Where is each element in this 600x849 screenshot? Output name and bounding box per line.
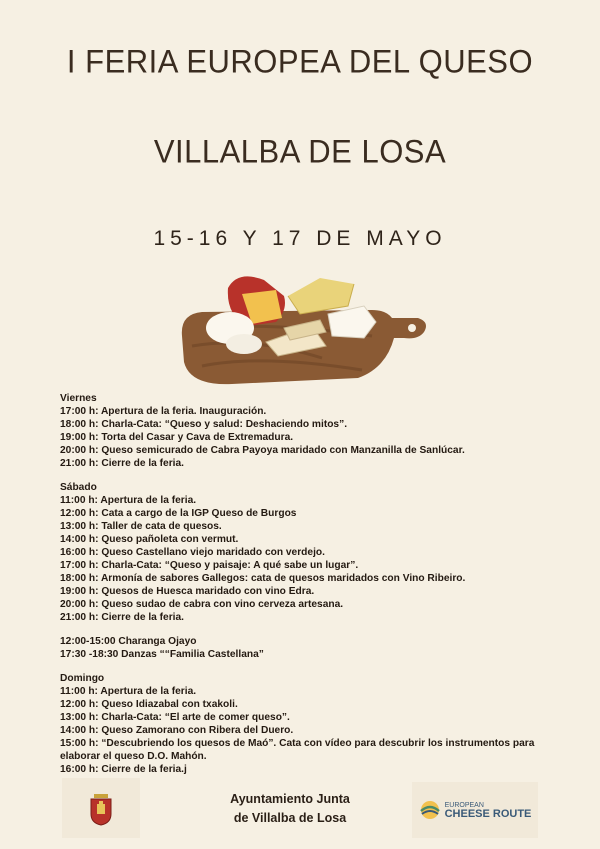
list-item: 18:00 h: Armonía de sabores Gallegos: cata de quesos maridados con Vino Ribeiro. [60, 573, 466, 584]
list-item: 19:00 h: Quesos de Huesca maridado con vino Edra. [60, 586, 315, 597]
list-item: 16:00 h: Queso Castellano viejo maridado con verdejo. [60, 547, 325, 558]
list-item: 18:00 h: Charla-Cata: “Queso y salud: Deshaciendo mitos”. [60, 419, 348, 430]
list-item: 17:00 h: Apertura de la feria. Inauguración. [60, 406, 267, 417]
list-item: 11:00 h: Apertura de la feria. [60, 495, 197, 506]
yellow-cheese [288, 278, 354, 314]
organizer [190, 790, 390, 828]
municipal-coat-of-arms [62, 778, 140, 838]
list-item: 11:00 h: Apertura de la feria. [60, 686, 197, 697]
event-title: I FERIA EUROPEA DEL QUESO [66, 43, 534, 80]
list-item: 14:00 h: Queso Zamorano con Ribera del Duero. [60, 725, 294, 736]
day-heading-saturday: Sábado [60, 482, 97, 493]
coat-of-arms-icon [88, 790, 114, 826]
cheese-route-emblem-icon [419, 799, 441, 821]
list-item: 19:00 h: Torta del Casar y Cava de Extremadura. [60, 432, 294, 443]
list-item: 14:00 h: Queso pañoleta con vermut. [60, 534, 239, 545]
day-heading-friday: Viernes [60, 393, 97, 404]
logo-small-text: EUROPEAN [444, 802, 484, 809]
list-item: 17:30 -18:30 Danzas ““Familia Castellana” [60, 649, 264, 660]
list-item: 21:00 h: Cierre de la feria. [60, 458, 185, 469]
list-item: 15:00 h: “Descubriendo los quesos de Maó”. Cata con vídeo para descubrir los instrumentos para elaborar el queso D.O. Mahón. [60, 738, 535, 762]
logo-main-text: CHEESE ROUTE [444, 808, 532, 820]
day-heading-sunday: Domingo [60, 673, 105, 684]
organizer-line1: Ayuntamiento Junta [230, 792, 350, 806]
european-cheese-route-logo [412, 782, 538, 838]
event-location: VILLALBA DE LOSA [153, 133, 447, 170]
list-item: 13:00 h: Taller de cata de quesos. [60, 521, 222, 532]
list-item: 13:00 h: Charla-Cata: “El arte de comer queso”. [60, 712, 290, 723]
cheese-board-illustration [172, 266, 432, 396]
list-item: 16:00 h: Cierre de la feria.j [60, 764, 187, 775]
list-item: 20:00 h: Queso sudao de cabra con vino cerveza artesana. [60, 599, 344, 610]
list-item: 12:00-15:00 Charanga Ojayo [60, 636, 197, 647]
list-item: 12:00 h: Queso Idiazabal con txakoli. [60, 699, 238, 710]
list-item: 17:00 h: Charla-Cata: “Queso y paisaje: A qué sabe un lugar”. [60, 560, 359, 571]
list-item: 21:00 h: Cierre de la feria. [60, 612, 185, 623]
program-schedule [60, 392, 540, 776]
event-dates: 15-16 Y 17 DE MAYO [153, 227, 447, 250]
list-item: 20:00 h: Queso semicurado de Cabra Payoya maridado con Manzanilla de Sanlúcar. [60, 445, 465, 456]
organizer-line2: de Villalba de Losa [233, 811, 347, 825]
list-item: 12:00 h: Cata a cargo de la IGP Queso de Burgos [60, 508, 297, 519]
